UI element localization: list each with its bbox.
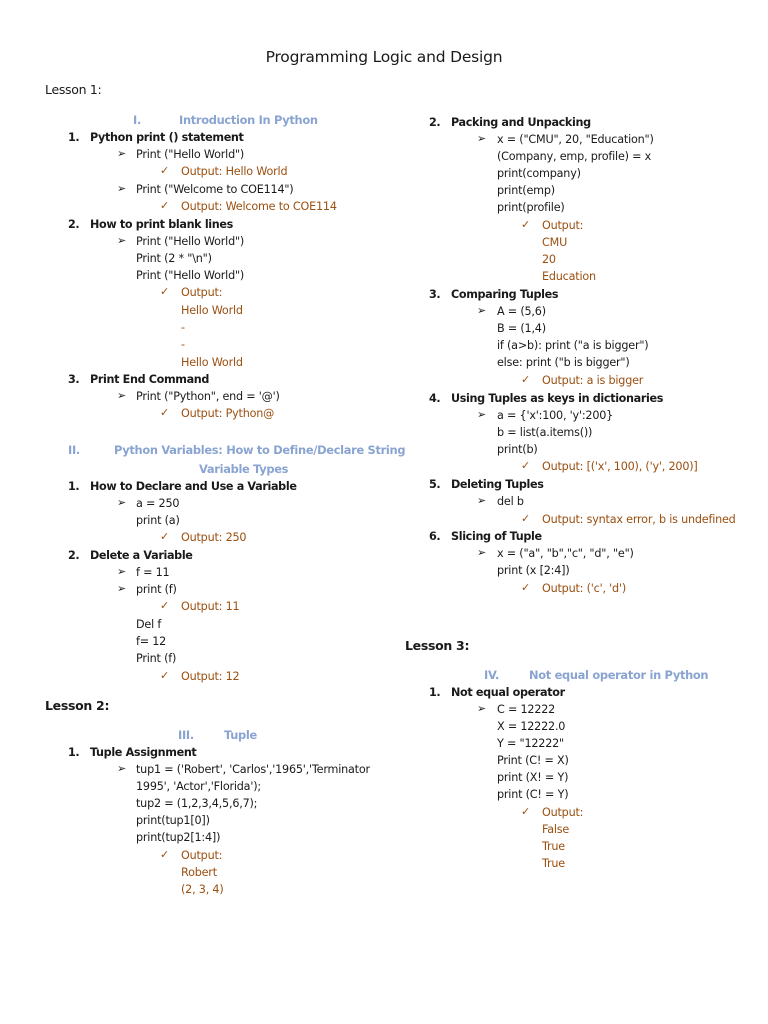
arrow-bullet-icon: ➢ — [477, 304, 487, 317]
item-heading: Comparing Tuples — [451, 288, 559, 301]
code-line: C = 12222 — [497, 703, 556, 716]
lesson-1-heading: Lesson 1: — [45, 82, 102, 97]
item-number: 3. — [429, 288, 441, 301]
item-number: 3. — [68, 373, 80, 386]
output-line: Output: — [542, 219, 584, 232]
code-line: x = ("a", "b","c", "d", "e") — [497, 547, 634, 560]
checkmark-icon: ✓ — [160, 669, 170, 682]
code-line: print (f) — [136, 583, 177, 596]
section-number: III. — [178, 728, 194, 742]
item-number: 1. — [429, 686, 441, 699]
arrow-bullet-icon: ➢ — [477, 494, 487, 507]
code-line: a = {'x':100, 'y':200} — [497, 409, 614, 422]
code-line: Print ("Welcome to COE114") — [136, 183, 294, 196]
code-line: a = 250 — [136, 497, 180, 510]
checkmark-icon: ✓ — [160, 599, 170, 612]
section-number: IV. — [484, 668, 500, 682]
arrow-bullet-icon: ➢ — [477, 546, 487, 559]
code-line: X = 12222.0 — [497, 720, 566, 733]
output-line: Hello World — [181, 356, 243, 369]
code-line: tup2 = (1,2,3,4,5,6,7); — [136, 797, 258, 810]
item-number: 6. — [429, 530, 441, 543]
item-heading: How to print blank lines — [90, 218, 233, 231]
output-line: Output: 250 — [181, 531, 247, 544]
arrow-bullet-icon: ➢ — [477, 132, 487, 145]
code-line: print(company) — [497, 167, 581, 180]
arrow-bullet-icon: ➢ — [117, 147, 127, 160]
output-line: CMU — [542, 236, 568, 249]
arrow-bullet-icon: ➢ — [117, 582, 127, 595]
lesson-3-heading: Lesson 3: — [405, 638, 470, 653]
item-number: 1. — [68, 480, 80, 493]
arrow-bullet-icon: ➢ — [477, 408, 487, 421]
item-heading: Delete a Variable — [90, 549, 193, 562]
code-line: else: print ("b is bigger") — [497, 356, 630, 369]
output-line: True — [542, 857, 565, 870]
code-line: f= 12 — [136, 635, 167, 648]
output-line: Output: syntax error, b is undefined — [542, 513, 736, 526]
checkmark-icon: ✓ — [521, 512, 531, 525]
output-line: Education — [542, 270, 596, 283]
section-number: I. — [133, 113, 141, 127]
lesson-2-heading: Lesson 2: — [45, 698, 110, 713]
output-line: Hello World — [181, 304, 243, 317]
code-line: 1995', 'Actor','Florida'); — [136, 780, 261, 793]
item-heading: Deleting Tuples — [451, 478, 544, 491]
checkmark-icon: ✓ — [160, 406, 170, 419]
arrow-bullet-icon: ➢ — [117, 389, 127, 402]
output-line: Output: — [181, 286, 223, 299]
output-line: - — [181, 321, 185, 334]
checkmark-icon: ✓ — [521, 581, 531, 594]
section-number: II. — [68, 443, 80, 457]
output-line: Output: 11 — [181, 600, 240, 613]
checkmark-icon: ✓ — [160, 848, 170, 861]
code-line: Print (C! = X) — [497, 754, 569, 767]
arrow-bullet-icon: ➢ — [117, 234, 127, 247]
code-line: print(tup2[1:4]) — [136, 831, 221, 844]
checkmark-icon: ✓ — [160, 285, 170, 298]
code-line: print(emp) — [497, 184, 555, 197]
output-line: 20 — [542, 253, 556, 266]
code-line: print(profile) — [497, 201, 565, 214]
code-line: Print (f) — [136, 652, 177, 665]
code-line: if (a>b): print ("a is bigger") — [497, 339, 649, 352]
code-line: x = ("CMU", 20, "Education") — [497, 133, 654, 146]
checkmark-icon: ✓ — [521, 459, 531, 472]
item-heading: Not equal operator — [451, 686, 565, 699]
checkmark-icon: ✓ — [521, 373, 531, 386]
checkmark-icon: ✓ — [521, 805, 531, 818]
section-title: Tuple — [224, 728, 257, 742]
item-number: 1. — [68, 131, 80, 144]
output-line: False — [542, 823, 570, 836]
item-number: 2. — [68, 218, 80, 231]
output-line: Output: 12 — [181, 670, 240, 683]
arrow-bullet-icon: ➢ — [117, 762, 127, 775]
code-line: print(b) — [497, 443, 538, 456]
code-line: Del f — [136, 618, 162, 631]
code-line: print(tup1[0]) — [136, 814, 210, 827]
output-line: Output: ('c', 'd') — [542, 582, 626, 595]
code-line: print (a) — [136, 514, 180, 527]
arrow-bullet-icon: ➢ — [117, 496, 127, 509]
code-line: print (X! = Y) — [497, 771, 569, 784]
code-line: b = list(a.items()) — [497, 426, 593, 439]
item-heading: Slicing of Tuple — [451, 530, 542, 543]
code-line: Print (2 * "\n") — [136, 252, 212, 265]
item-heading: How to Declare and Use a Variable — [90, 480, 297, 493]
item-heading: Python print () statement — [90, 131, 244, 144]
output-line: (2, 3, 4) — [181, 883, 224, 896]
item-heading: Using Tuples as keys in dictionaries — [451, 392, 664, 405]
section-title-line2: Variable Types — [199, 462, 289, 476]
section-title: Not equal operator in Python — [529, 668, 709, 682]
output-line: Output: Hello World — [181, 165, 288, 178]
code-line: print (C! = Y) — [497, 788, 569, 801]
code-line: del b — [497, 495, 524, 508]
page-title: Programming Logic and Design — [265, 48, 503, 66]
code-line: Print ("Hello World") — [136, 148, 245, 161]
item-number: 4. — [429, 392, 441, 405]
output-line: Output: Welcome to COE114 — [181, 200, 337, 213]
code-line: Y = "12222" — [497, 737, 565, 750]
section-title: Introduction In Python — [179, 113, 318, 127]
item-number: 2. — [429, 116, 441, 129]
arrow-bullet-icon: ➢ — [117, 182, 127, 195]
code-line: (Company, emp, profile) = x — [497, 150, 652, 163]
checkmark-icon: ✓ — [521, 218, 531, 231]
checkmark-icon: ✓ — [160, 530, 170, 543]
section-title-line1: Python Variables: How to Define/Declare String — [114, 443, 406, 457]
output-line: - — [181, 338, 185, 351]
output-line: Output: — [181, 849, 223, 862]
code-line: B = (1,4) — [497, 322, 546, 335]
arrow-bullet-icon: ➢ — [117, 565, 127, 578]
output-line: Output: Python@ — [181, 407, 275, 420]
item-heading: Packing and Unpacking — [451, 116, 591, 129]
arrow-bullet-icon: ➢ — [477, 702, 487, 715]
output-line: Output: [('x', 100), ('y', 200)] — [542, 460, 698, 473]
code-line: Print ("Hello World") — [136, 235, 245, 248]
item-number: 2. — [68, 549, 80, 562]
code-line: f = 11 — [136, 566, 170, 579]
item-heading: Tuple Assignment — [90, 746, 197, 759]
output-line: True — [542, 840, 565, 853]
output-line: Output: — [542, 806, 584, 819]
code-line: Print ("Python", end = '@') — [136, 390, 280, 403]
output-line: Robert — [181, 866, 217, 879]
checkmark-icon: ✓ — [160, 199, 170, 212]
code-line: print (x [2:4]) — [497, 564, 570, 577]
item-number: 5. — [429, 478, 441, 491]
item-heading: Print End Command — [90, 373, 210, 386]
code-line: Print ("Hello World") — [136, 269, 245, 282]
code-line: tup1 = ('Robert', 'Carlos','1965','Terminator — [136, 763, 370, 776]
checkmark-icon: ✓ — [160, 164, 170, 177]
item-number: 1. — [68, 746, 80, 759]
output-line: Output: a is bigger — [542, 374, 644, 387]
code-line: A = (5,6) — [497, 305, 546, 318]
